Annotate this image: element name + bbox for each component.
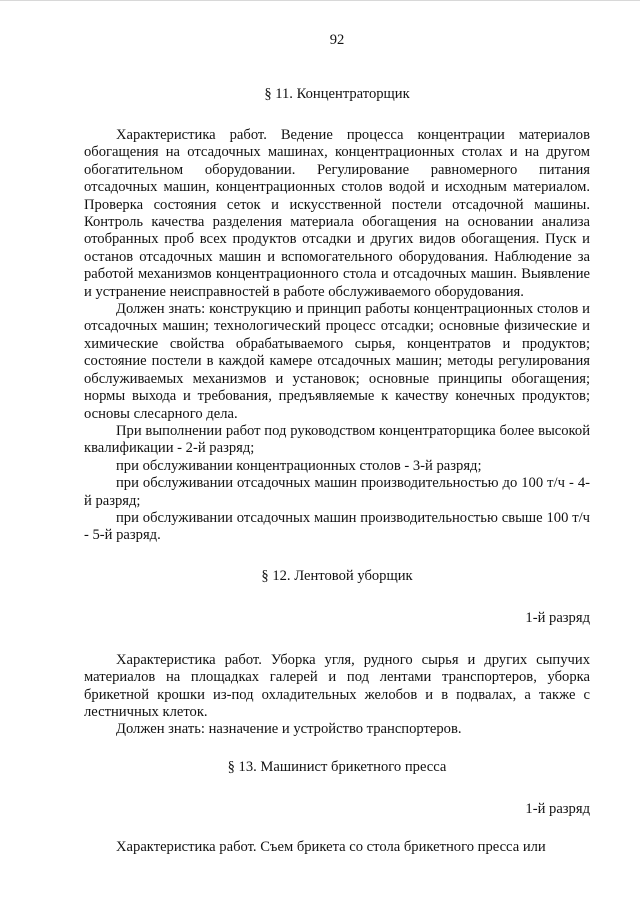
section-12-paragraph-must-know: Должен знать: назначение и устройство транспортеров. [116,721,462,738]
page-number: 92 [329,32,345,48]
section-11-heading: § 11. Концентраторщик [264,86,410,102]
section-11-paragraph-grade-5: при обслуживании отсадочных машин производительностью свыше 100 т/ч - 5-й разряд. [84,509,590,544]
section-11-paragraph-must-know: Должен знать: конструкцию и принцип работы концентрационных столов и отсадочных машин; технологический процесс отсадки; основные физические и химические свойства обрабатываемого сырья, концентратов и продуктов; состояние постели в каждой камере отсадочных машин; методы регулирования обслуживаемых механизмов и установок; основные принципы обогащения; нормы выхода и требования, предъявляемые к качеству конечных продуктов; основы слесарного дела. [84,301,590,422]
section-12-grade: 1-й разряд [525,609,590,626]
document-page [84,30,590,856]
section-11-paragraph-grade-3: при обслуживании концентрационных столов - 3-й разряд; [116,457,482,474]
top-border-line [0,0,640,1]
section-13-paragraph-characteristics: Характеристика работ. Съем брикета со стола брикетного пресса или [116,838,546,855]
section-12-paragraph-characteristics: Характеристика работ. Уборка угля, рудного сырья и других сыпучих материалов на площадках галерей и под лентами транспортеров, уборка брикетной крошки из-под охладительных желобов и в подвалах, а также с лестничных клеток. [84,651,590,720]
section-11-paragraph-grade-2: При выполнении работ под руководством концентраторщика более высокой квалификации - 2-й разряд; [84,422,590,457]
section-11-paragraph-characteristics: Характеристика работ. Ведение процесса концентрации материалов обогащения на отсадочных машинах, концентрационных столах и на другом обогатительном оборудовании. Регулирование равномерного питания отсадочных машин, концентрационных столов водой и исходным материалом. Проверка состояния сеток и искусственной постели отсадочной машины. Контроль качества разделения материала обогащения на основании анализа отобранных проб всех продуктов отсадки и других видов обогащения. Пуск и останов отсадочных машин и вспомогательного оборудования. Наблюдение за работой механизмов концентрационного стола и отсадочных машин. Выявление и устранение неисправностей в работе обслуживаемого оборудования. [84,127,590,300]
section-13-heading: § 13. Машинист брикетного пресса [227,758,447,775]
section-11-paragraph-grade-4: при обслуживании отсадочных машин производительностью до 100 т/ч - 4-й разряд; [84,475,590,509]
section-12-heading: § 12. Лентовой уборщик [261,567,413,584]
section-13-grade: 1-й разряд [525,800,590,817]
